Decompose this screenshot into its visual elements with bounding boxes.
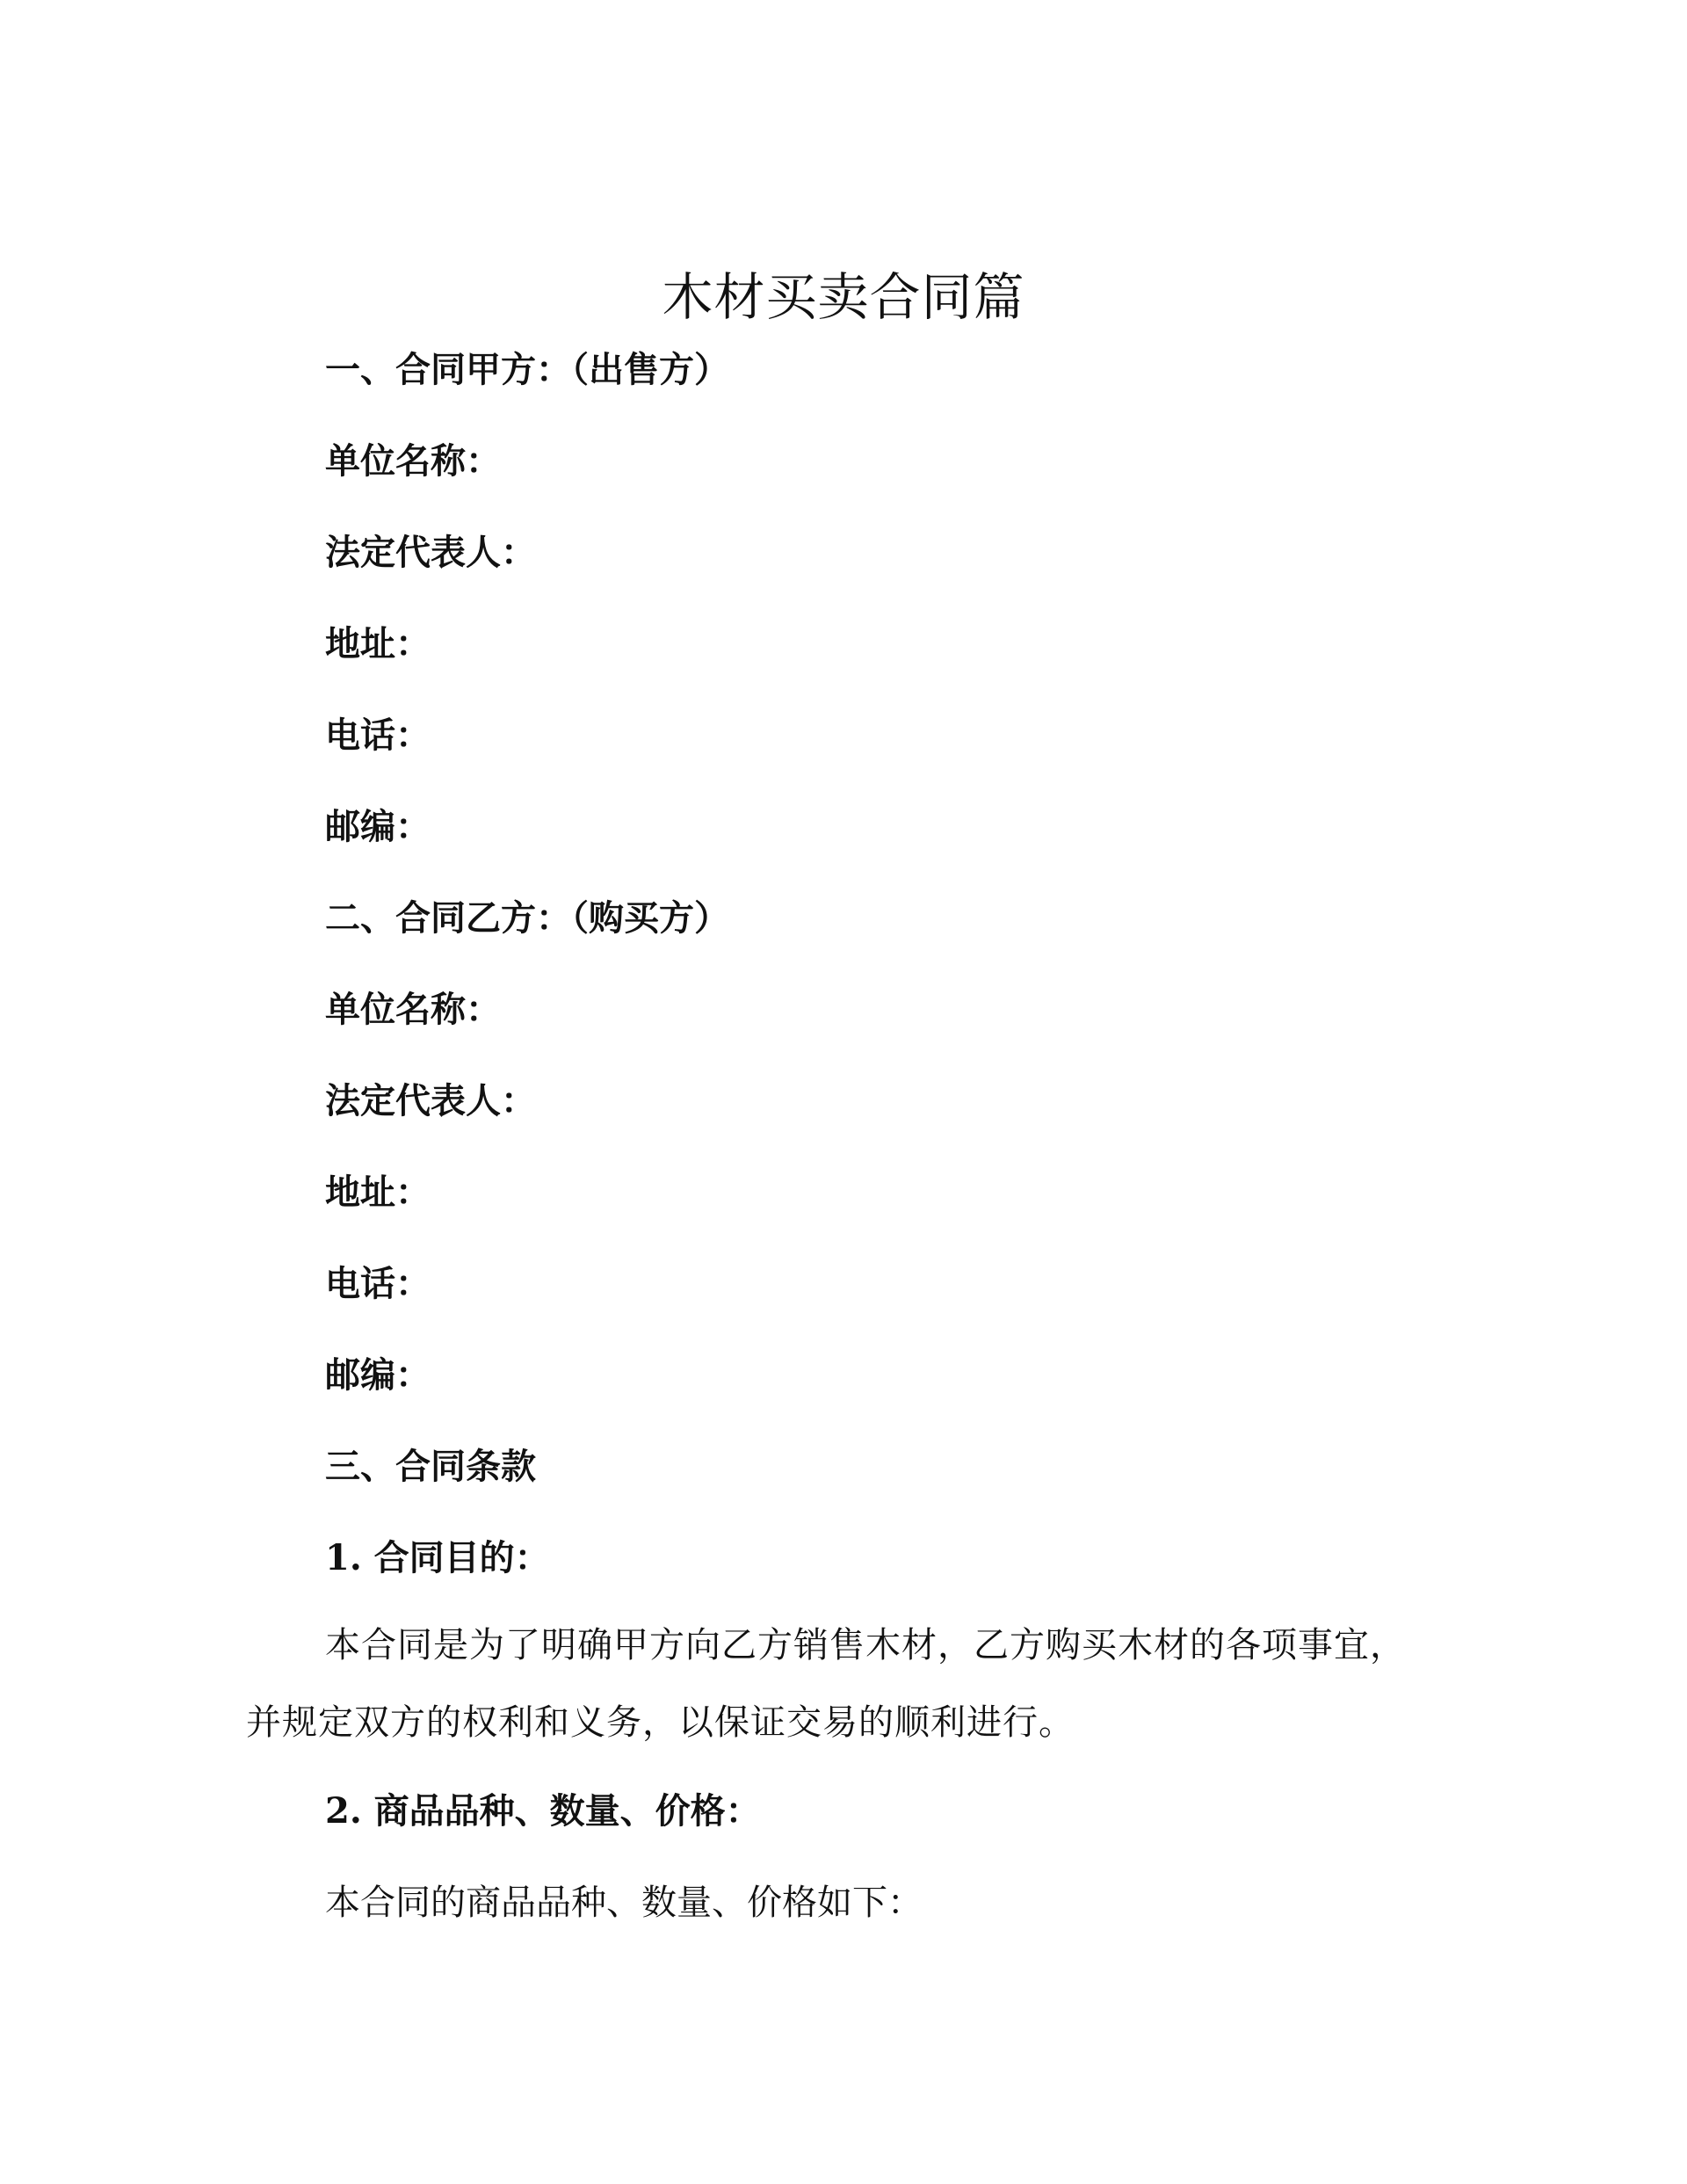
party-a-phone: 电话： <box>325 715 431 756</box>
party-b-phone: 电话： <box>325 1263 431 1304</box>
party-b-heading: 二、合同乙方：（购买方） <box>325 897 729 939</box>
party-b-address: 地址： <box>325 1172 431 1213</box>
clause-2-heading: 2. 商品品种、数量、价格： <box>325 1790 761 1832</box>
party-a-postcode: 邮编： <box>325 806 431 847</box>
clause-2-body: 本合同的商品品种、数量、价格如下： <box>325 1883 923 1923</box>
party-a-company-name: 单位名称： <box>325 440 501 482</box>
party-a-legal-rep: 法定代表人： <box>325 532 536 573</box>
party-b-company-name: 单位名称： <box>325 989 501 1030</box>
party-b-postcode: 邮编： <box>325 1354 431 1396</box>
party-b-legal-rep: 法定代表人： <box>325 1080 536 1121</box>
document-title: 木材买卖合同篇 <box>662 267 1025 327</box>
party-a-address: 地址： <box>325 623 431 664</box>
clause-1-heading: 1. 合同目的： <box>325 1537 550 1578</box>
terms-heading: 三、合同条款 <box>325 1446 536 1487</box>
clause-1-body: 本合同是为了明确甲方向乙方销售木材，乙方购买木材的各项事宜，并规定双方的权利和义务，以保证交易的顺利进行。 <box>246 1625 1406 1743</box>
party-a-heading: 一、合同甲方：（出售方） <box>325 349 729 390</box>
